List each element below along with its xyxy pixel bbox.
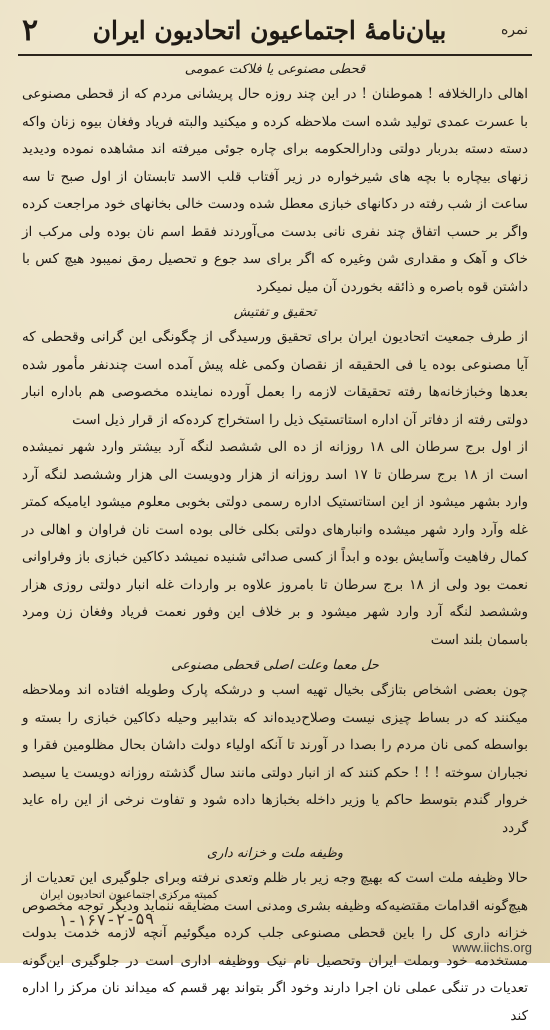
number-label: نمره bbox=[500, 22, 528, 38]
document-number: ۲ bbox=[22, 12, 39, 48]
paragraph-investigation: از طرف جمعیت اتحادیون ایران برای تحقیق ورسیدگی از چگونگی این گرانی وقحطی که آیا مصنوعی بوده یا فی الحقیقه از نقصان وکمی غله پیش آمده است چندنفر مأمور شده بعدها وخبازخانه‌ها رفته تحقیقات لازمه را بعمل آورده نماینده مخصوصی هم باداره انبار دولتی رفته از دفاتر آن اداره استاتستیک ذیل را استخراج کرده‌که از قرار ذیل است bbox=[22, 329, 528, 428]
paragraph-statistics: از اول برج سرطان الی ۱۸ روزانه از ده الی ششصد لنگه آرد بیشتر وارد شهر نمیشده است از ۱۸ برج سرطان تا ۱۷ اسد روزانه از هزار ودویست الی هزار وششصد لنگه آرد وارد بشهر میشود از این استاتستیک اداره رسمی دولتی بخوبی معلوم میشود ایامیکه کمتر غله وآرد وارد شهر میشده وانبارهای دولتی بکلی خالی بوده است نان فراوان و اهالی در کمال رفاهیت وآسایش بوده و ابداً از کسی صدائی شنیده نمیشد دکاکین خبازی باز وفراوانی نعمت بود ولی از ۱۸ برج سرطان تا بامروز علاوه بر واردات غله انبار دولتی روزی هزار وششصد لنگه آرد وارد شهر میشود و بر خلاف این وفور نعمت فریاد وفغان زن ومرد باسمان بلند است bbox=[22, 439, 528, 648]
header-rule bbox=[18, 54, 532, 56]
paragraph-duty: حالا وظیفه ملت است که بهیچ وجه زیر بار ظلم وتعدی نرفته وبرای جلوگیری این تعدیات از هیچ‌گونه اقدامات مقتضیه‌که وظیفه بشری ومدنی است مضایقه ننماید ودیگر توجه مخصوص خزانه داری کل را باین قحطی مصنوعی جلب کرده میگوئیم آنچه لازمه خدمت بدولت مستخدمه خود وبملت ایران وتحصیل نام نیک ووظیفه اداری است در جلوگیری این‌گونه تعدیات در تنگی عملی نان اجرا دارند وخود اگر بتواند بهر قسم که میداند نان مرکز را اداره کند bbox=[22, 870, 528, 1024]
signature: کمیته مرکزی اجتماعیون اتحادیون ایران bbox=[40, 888, 219, 901]
document-title: بیان‌نامهٔ اجتماعیون اتحادیون ایران bbox=[92, 15, 447, 45]
paragraph-solution: چون بعضی اشخاص بتازگی بخیال تهیه اسب و درشکه پارک وطویله افتاده اند وملاحظه میکنند که در بساط چیزی نیست وصلاح‌دیده‌اند که بتدابیر وحیله دکاکین خبازی را بسته و بواسطه کمی نان مردم را بصدا در آورند تا آنکه اولیاء دولت داشان بحال مظلومین فقرا و نجباران سوخته ! ! ! حکم کنند که از انبار دولتی مانند سال گذشته روزانه دویست یا سیصد خروار گندم بتوسط حاکم یا وزیر داخله بخبازها داده شود و تفاوت نرخی از این راه عاید گردد bbox=[22, 682, 528, 836]
section-title-famine: قحطی مصنوعی یا فلاکت عمومی bbox=[184, 62, 366, 77]
section-title-solution: حل معما وعلت اصلی قحطی مصنوعی bbox=[171, 658, 379, 673]
watermark: www.iichs.org bbox=[452, 940, 532, 955]
archive-number: ۱-۱۶۷-۲-۵۹ bbox=[57, 908, 155, 931]
section-title-duty: وظیفه ملت و خزانه داری bbox=[206, 846, 344, 861]
document-header bbox=[22, 6, 528, 54]
paragraph-famine: اهالی دارالخلافه ! هموطنان ! در این چند روزه حال پریشانی مردم که از قحطی مصنوعی با عسرت عمدی تولید شده است ملاحظه کرده و میکنید والبته فریاد وفغان بیوه زنان واکه دسته دسته بدربار دولتی ودارالحکومه برای چاره جوئی میرفته اند مشاهده نموده ودیدید زنهای بیچاره با بچه های شیرخواره در زیر آفتاب قلب الاسد تابستان از اول صبح تا سه ساعت از شب رفته در دکانهای خبازی معطل شده ودست خالی بخانهای خود مراجعت کرده واگر بر حسب اتفاق چند نفری نانی بدست می‌آوردند فقط اسم نان بوده ولی مرکب از خاک و آهک و مقداری شن وغیره که اگر برای سد جوع و تحصیل رمق نمیبود هیچ کس با داشتن قوه باصره و ذائقه بخوردن آن میل نمیکرد bbox=[22, 86, 528, 295]
section-title-investigation: تحقیق و تفتیش bbox=[233, 305, 317, 320]
